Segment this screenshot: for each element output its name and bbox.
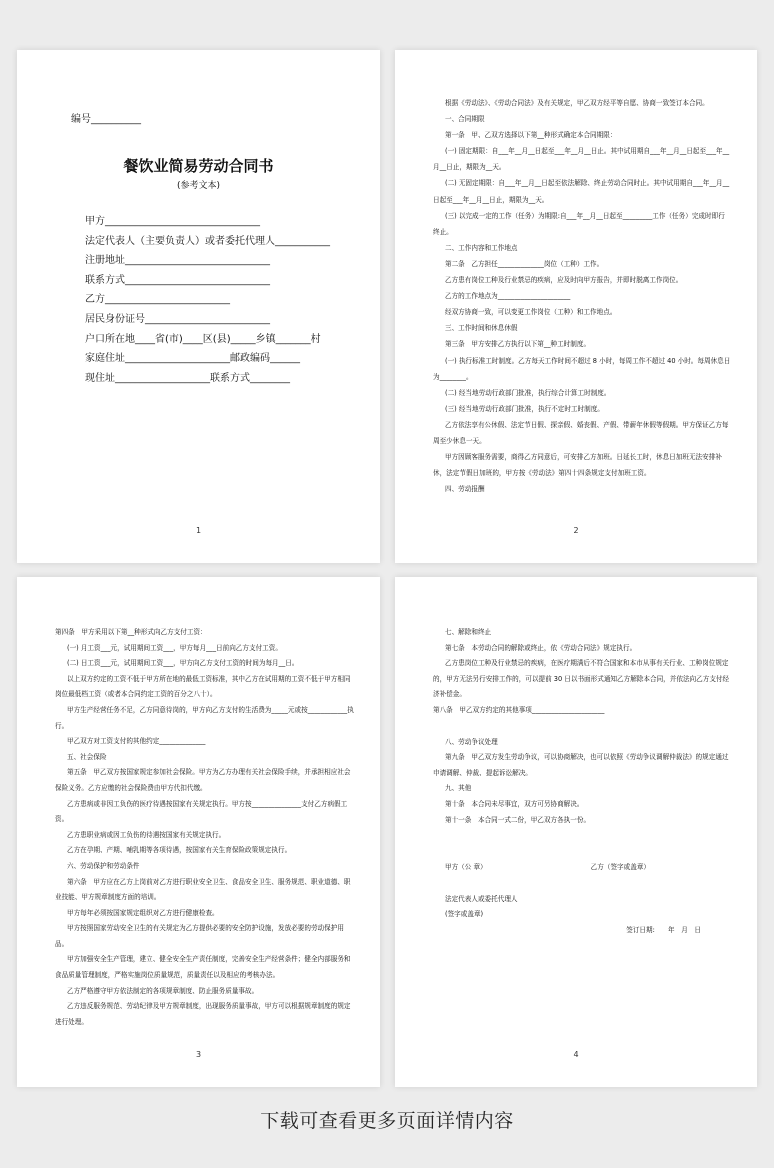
paragraph: 甲方按照国家劳动安全卫生的有关规定为乙方提供必要的安全防护设施，发放必要的劳动保护用品。: [55, 924, 344, 948]
section-heading: 五、社会保险: [67, 752, 107, 761]
page-3: [17, 577, 380, 1087]
paragraph: 甲方因顾客服务需要，商得乙方同意后，可安排乙方加班。日延长工时，休息日加班无法安排补休，法定节假日加班的，甲方按《劳动法》第四十四条规定支付加班工资。: [433, 453, 722, 478]
legal-rep-sign: (签字或盖章): [445, 910, 484, 919]
clause: 第十一条 本合同一式二份，甲乙双方各执一份。: [445, 815, 591, 824]
download-more-banner[interactable]: 下载可查看更多页面详情内容: [260, 1110, 514, 1132]
field-reg-address: 注册地址_____________________________: [85, 255, 270, 267]
field-party-b: 乙方_________________________: [85, 294, 230, 306]
section-heading: 七、解除和终止: [445, 628, 492, 636]
clause: 第十条 本合同未尽事宜，双方可另协商解决。: [445, 799, 584, 808]
paragraph: 甲方加强安全生产管理，建立、健全安全生产责任制度，完善安全生产经营条件；健全内部服务和食品质量管理制度，严格实施岗位质量规范，质量责任以及相应的考核办法。: [55, 955, 351, 980]
paragraph: 根据《劳动法》、《劳动合同法》及有关规定，甲乙双方经平等自愿、协商一致签订本合同。: [445, 99, 709, 107]
clause: 第一条 甲、乙双方选择以下第__种形式确定本合同期限：: [445, 131, 617, 140]
clause: 第九条 甲乙双方发生劳动争议，可以协商解决，也可以依照《劳动争议调解仲裁法》的规定通过申请调解、仲裁、提起诉讼解决。: [433, 753, 729, 777]
paragraph: 乙方违反服务规范、劳动纪律及甲方规章制度，出现服务质量事故，甲方可以根据规章制度的规定进行处理。: [55, 1002, 351, 1026]
field-current-address: 现住址___________________联系方式________: [85, 372, 290, 384]
contract-title: 餐饮业简易劳动合同书: [123, 157, 274, 175]
paragraph: (二) 日工资___元，试用期间工资___，甲方向乙方支付工资的时间为每月__日。: [67, 659, 299, 668]
clause: 第五条 甲乙双方按国家规定参加社会保险。甲方为乙方办理有关社会保险手续，并承担相应社会保险义务。乙方应缴的社会保险费由甲方代扣代缴。: [55, 768, 351, 792]
paragraph: 甲乙双方对工资支付的其他约定______________: [67, 737, 206, 746]
party-info-fields: [85, 212, 355, 388]
clause: 第八条 甲乙双方约定的其他事项______________________: [433, 705, 605, 714]
field-contact: 联系方式_____________________________: [85, 274, 270, 286]
party-b-sign: 乙方（签字或盖章）: [590, 863, 651, 872]
paragraph: (二) 无固定期限：自___年__月__日起至依法解除、终止劳动合同时止。其中试用期自___年__月__日起至___年__月__日止，期限为__天。: [433, 179, 730, 204]
page-3-body: [55, 625, 354, 1030]
paragraph: 以上双方约定的工资不低于甲方所在地的最低工资标准，其中乙方在试用期的工资不低于甲方相同岗位最低档工资（或者本合同约定工资的百分之八十）。: [55, 674, 351, 699]
section-heading: 一、合同期限: [445, 115, 485, 124]
paragraph: 甲方每年必须按国家规定组织对乙方进行健康检查。: [67, 908, 219, 917]
page-4: [395, 577, 757, 1087]
paragraph: 乙方的工作地点为______________________: [445, 292, 571, 301]
legal-rep-label: 法定代表人或委托代理人: [445, 894, 518, 903]
paragraph: (三) 经当地劳动行政部门批准，执行不定时工时制度。: [445, 404, 604, 413]
paragraph: 乙方在孕期、产期、哺乳期等各项待遇，按国家有关生育保险政策规定执行。: [67, 846, 292, 855]
paragraph: 甲方生产经营任务不足，乙方同意待岗的，甲方向乙方支付的生活费为_____元或按____________执行。: [55, 705, 354, 730]
page-number: 2: [573, 526, 579, 535]
page-2-body: [433, 95, 731, 497]
signature-lines: [433, 860, 731, 876]
paragraph: 乙方患有岗位工种及行业禁忌的疾病，应及时向甲方报告，并即时脱离工作岗位。: [445, 276, 683, 285]
paragraph: 乙方依法享有公休假、法定节日假、探亲假、婚丧假、产假、带薪年休假等假期。甲方保证乙方每周至少休息一天。: [433, 420, 729, 445]
clause: 第六条 甲方应在乙方上岗前对乙方进行职业安全卫生、食品安全卫生、服务规范、职业道德、职业技能、甲方规章制度方面的培训。: [55, 877, 351, 902]
page-1: [17, 50, 380, 563]
paragraph: (二) 经当地劳动行政部门批准，执行综合计算工时制度。: [445, 388, 611, 397]
page-number: 3: [195, 1050, 202, 1059]
contract-number-label: 编号__________: [71, 114, 141, 125]
clause: 第七条 本劳动合同的解除或终止，依《劳动合同法》规定执行。: [445, 643, 637, 652]
paragraph: (三) 以完成一定的工作（任务）为期限:自___年__月__日起至_________工作（任务）完成时即行终止。: [433, 211, 725, 236]
paragraph: 乙方患病或非因工负伤的医疗待遇按国家有关规定执行。甲方按_______________支付乙方病假工资。: [55, 799, 348, 824]
paragraph: (一) 固定期限：自___年__月__日起至___年__月__日止。其中试用期自___年__月__日起至___年__月__日止，期限为__天。: [433, 147, 730, 172]
sign-date: 签订日期: 年 月 日: [626, 925, 701, 934]
section-heading: 八、劳动争议处理: [445, 737, 498, 746]
field-hukou: 户口所在地____省(市)____区(县)_____乡镇_______村: [85, 333, 321, 345]
field-home-address: 家庭住址_____________________邮政编码______: [85, 353, 300, 365]
section-heading: 六、劳动保护和劳动条件: [67, 861, 140, 870]
section-heading: 四、劳动报酬: [445, 485, 485, 494]
field-legal-rep: 法定代表人（主要负责人）或者委托代理人___________: [85, 235, 330, 247]
section-heading: 九、其他: [445, 784, 472, 793]
paragraph: 乙方患岗位工种及行业禁忌的疾病，在医疗期满后不符合国家和本市从事有关行业、工种岗位规定的，甲方无法另行安排工作的，可以提前 30 日以书面形式通知乙方解除本合同，并依法向乙方支付经济补偿金。: [433, 659, 730, 699]
party-a-sign: 甲方（公 章）: [445, 863, 487, 872]
page-number: 1: [195, 526, 202, 535]
section-heading: 三、工作时间和休息休假: [445, 324, 518, 333]
paragraph: (一) 月工资___元，试用期间工资___，甲方每月___日前向乙方支付工资。: [67, 643, 282, 652]
paragraph: (一) 执行标准工时制度。乙方每天工作时间不超过 8 小时，每周工作不超过 40 小时。每周休息日为________。: [433, 356, 731, 381]
page-2: [395, 50, 757, 563]
clause: 第二条 乙方担任______________岗位（工种）工作。: [445, 259, 604, 268]
paragraph: 乙方患职业病或因工负伤的待遇按国家有关规定执行。: [67, 830, 226, 839]
contract-subtitle: (参考文本): [176, 181, 221, 191]
clause: 第四条 甲方采用以下第__种形式向乙方支付工资：: [55, 628, 207, 636]
field-id-number: 居民身份证号_________________________: [85, 313, 270, 325]
paragraph: 经双方协商一致，可以变更工作岗位（工种）和工作地点。: [445, 308, 617, 317]
section-heading: 二、工作内容和工作地点: [445, 243, 518, 252]
paragraph: 乙方严格遵守甲方依法制定的各项规章制度、防止服务质量事故。: [67, 986, 259, 995]
page-4-body: [433, 625, 731, 939]
clause: 第三条 甲方安排乙方执行以下第__种工时制度。: [445, 340, 591, 349]
field-party-a: 甲方_______________________________: [85, 216, 260, 227]
page-number: 4: [573, 1050, 579, 1059]
